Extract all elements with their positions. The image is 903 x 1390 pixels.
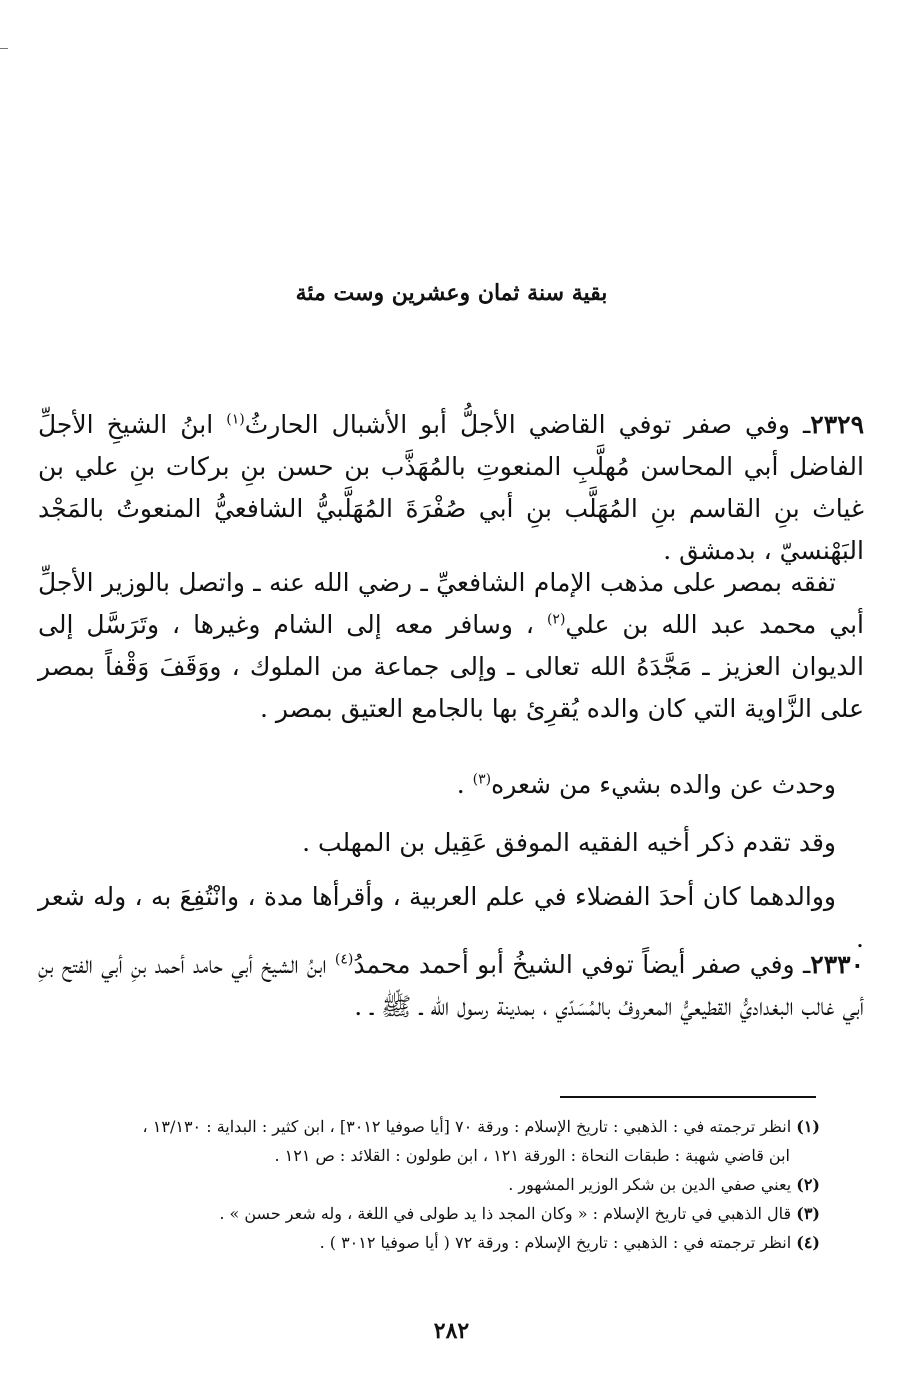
- footnote-ref: (٣): [472, 771, 492, 788]
- footnote-text: انظر ترجمته في : الذهبي : تاريخ الإسلام : ورقة ٧٠ [أيا صوفيا ٣٠١٢] ، ابن كثير : البداية : ١٣/١٣٠ ،: [142, 1117, 792, 1136]
- paragraph-text: تفقه بمصر على مذهب الإمام الشافعيِّ ـ رضي الله عنه ـ واتصل بالوزير الأجلِّ أبي محمد عبد الله بن علي: [38, 568, 864, 639]
- entry-number: ٢٣٢٩: [810, 410, 864, 439]
- footnote-text: ابن قاضي شهبة : طبقات النحاة : الورقة ١٢١ ، ابن طولون : القلائد : ص ١٢١ .: [274, 1146, 790, 1165]
- footnote-1-continued: [60, 1141, 820, 1170]
- entry-2330: [38, 944, 864, 1028]
- entry-number: ٢٣٣٠: [810, 950, 864, 979]
- footnote-number: (٤): [796, 1233, 820, 1252]
- paragraph-1: [38, 562, 864, 730]
- paragraph-2: [38, 764, 864, 806]
- footnotes: [60, 1112, 820, 1257]
- footnote-ref: (١): [226, 411, 245, 428]
- footnote-text: انظر ترجمته في : الذهبي : تاريخ الإسلام : ورقة ٧٢ ( أيا صوفيا ٣٠١٢ ) .: [319, 1233, 792, 1252]
- footnote-ref: (٤): [334, 951, 354, 968]
- footnote-ref: (٢): [546, 611, 566, 628]
- footnote-4: [60, 1228, 820, 1257]
- entry-text-continued: ابنُ الشيخِ الأجلِّ الفاضل أبي المحاسن مُهلَّبِ المنعوتِ بالمُهَذَّب بن حسن بنِ بركات بنِ علي بن غياث بنِ القاسم بنِ المُهَلَّب بنِ أبي صُفْرَةَ المُهَلَّبيُّ الشافعيُّ المنعوتُ بالمَجْد البَهْنسيّ ، بدمشق .: [38, 410, 864, 565]
- footnote-number: (٢): [796, 1175, 820, 1194]
- paragraph-text: وقد تقدم ذكر أخيه الفقيه الموفق عَقِيل بن المهلب .: [302, 828, 836, 857]
- footnote-divider: [560, 1096, 816, 1098]
- entry-text: ـ وفي صفر توفي القاضي الأجلُّ أبو الأشبال الحارثُ: [244, 410, 811, 439]
- scan-edge-mark: [0, 48, 8, 49]
- entry-text-continued: ابنُ الشيخ أبي حامد أحمد بنِ أبي الفتح بنِ أبي غالب البغداديُّ القطيعيُّ المعروفُ بالمُسَدّي ، بمدينة رسول الله ـ ﷺ ـ .: [38, 950, 864, 1021]
- paragraph-text-continued: .: [456, 770, 473, 799]
- footnote-3: [60, 1199, 820, 1228]
- footnote-2: [60, 1170, 820, 1199]
- footnote-1: [60, 1112, 820, 1141]
- footnote-text: قال الذهبي في تاريخ الإسلام : « وكان المجد ذا يد طولى في اللغة ، وله شعر حسن » .: [219, 1204, 792, 1223]
- entry-text: ـ وفي صفر أيضاً توفي الشيخُ أبو أحمد محمدُ: [353, 950, 811, 979]
- paragraph-3: [38, 822, 864, 864]
- paragraph-text: وحدث عن والده بشيء من شعره: [491, 770, 836, 799]
- paragraph-text: ووالدهما كان أحدَ الفضلاء في علم العربية ، وأقرأها مدة ، وانْتُفِعَ به ، وله شعر .: [38, 882, 864, 953]
- footnote-number: (٣): [796, 1204, 820, 1223]
- page-number: ٢٨٢: [433, 1318, 470, 1344]
- footnote-number: (١): [796, 1117, 820, 1136]
- running-title: بقية سنة ثمان وعشرين وست مئة: [295, 280, 608, 306]
- entry-2329: [38, 404, 864, 572]
- footnote-text: يعني صفي الدين بن شكر الوزير المشهور .: [508, 1175, 792, 1194]
- paragraph-text-continued: ، وسافر معه إلى الشام وغيرها ، وتَرَسَّل إلى الديوان العزيز ـ مَجَّدَهُ الله تعالى ـ وإلى جماعة من الملوك ، ووَقَفَ وَقْفاً بمصر على الزَّاوية التي كان والده يُقرِئ بها بالجامع العتيق بمصر .: [38, 610, 864, 723]
